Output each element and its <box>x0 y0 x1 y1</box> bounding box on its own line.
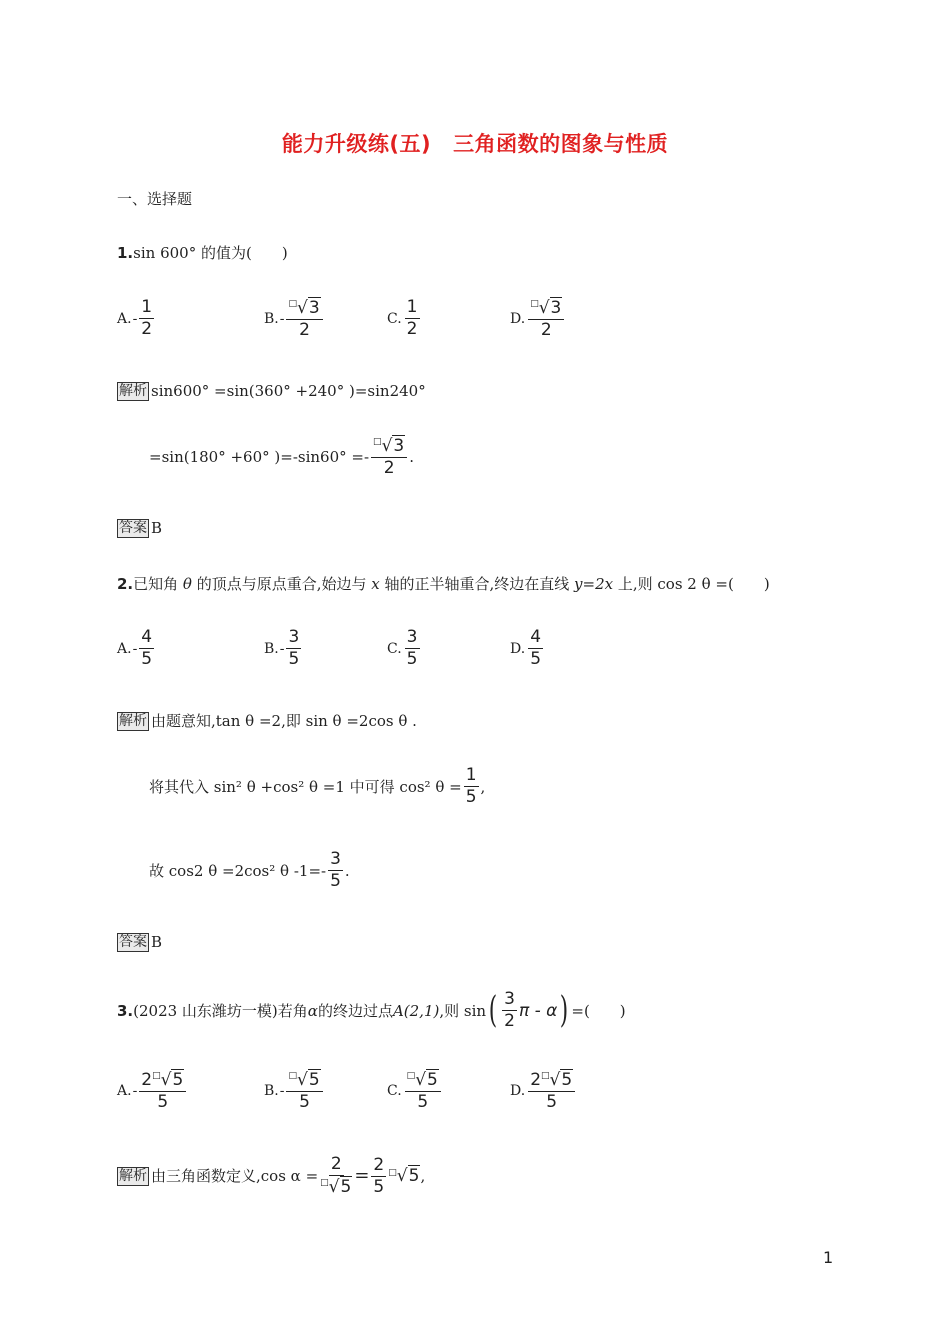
q1-analysis-line2: =sin(180° +60° )=-sin60° =- $\frac{^□√3}{2}$ . <box>149 436 415 478</box>
question-1-number: 1. <box>117 244 134 262</box>
question-3-number: 3. <box>117 1001 134 1020</box>
analysis-tag: 解析 <box>119 382 147 399</box>
q2-option-a: A. - $\frac{4}{5}$ <box>117 627 153 669</box>
q2-analysis: 解析 由题意知,tan θ =2,即 sin θ =2cos θ . <box>119 712 417 730</box>
q2-option-c: C. $\frac{3}{5}$ <box>387 627 418 669</box>
analysis-tag: 解析 <box>119 712 147 729</box>
q2-answer: 答案 B <box>119 933 163 951</box>
page-title <box>0 128 950 158</box>
answer-tag: 答案 <box>119 933 147 950</box>
radical-symbol: □√5 <box>288 1070 320 1090</box>
q3-option-c: C. $\frac{^□√5}{5}$ <box>387 1070 443 1112</box>
question-1 <box>117 243 288 263</box>
title-right: 三角函数的图象与性质 <box>453 132 669 156</box>
q3-option-a: A. - $\frac{2^□√5}{5}$ <box>117 1070 188 1112</box>
question-3: 3. (2023 山东潍坊一模)若角 α 的终边过点 A(2,1) ,则 sin ( $\frac{3}{2}$ π - α ) =( ) <box>117 989 626 1031</box>
q1-option-c: C. $\frac{1}{2}$ <box>387 297 418 339</box>
radical-symbol: □√3 <box>373 436 405 456</box>
section-heading: 一、选择题 <box>117 190 193 208</box>
q3-analysis: 解析 由三角函数定义,cos α = $\frac{2}{^□√5}$ = $\frac{2}{5}$ □√5 , <box>119 1154 426 1197</box>
q2-analysis-line3: 故 cos2 θ =2cos² θ -1=- $\frac{3}{5}$ . <box>149 849 350 891</box>
q1-option-b: B. - $\frac{^□√3}{2}$ <box>264 298 325 340</box>
radical-symbol: □√5 <box>406 1070 438 1090</box>
question-1-text: sin 600° 的值为( ) <box>133 244 288 262</box>
analysis-tag: 解析 <box>119 1167 147 1184</box>
title-left: 能力升级练(五) <box>281 132 432 156</box>
radical-symbol: □√3 <box>288 298 320 318</box>
q1-answer: 答案 B <box>119 519 163 537</box>
q2-option-d: D. $\frac{4}{5}$ <box>510 627 542 669</box>
radical-symbol: □√5 <box>152 1070 184 1090</box>
radical-symbol: □√5 <box>320 1177 352 1197</box>
q3-option-d: D. $\frac{2^□√5}{5}$ <box>510 1070 577 1112</box>
radical-symbol: □√5 <box>541 1070 573 1090</box>
q3-option-b: B. - $\frac{^□√5}{5}$ <box>264 1070 325 1112</box>
q2-option-b: B. - $\frac{3}{5}$ <box>264 627 300 669</box>
question-2-number: 2. <box>117 575 134 593</box>
radical-symbol: □√3 <box>530 298 562 318</box>
q2-analysis-line2: 将其代入 sin² θ +cos² θ =1 中可得 cos² θ = $\frac{1}{5}$ , <box>149 765 486 807</box>
q1-option-d: D. $\frac{^□√3}{2}$ <box>510 298 566 340</box>
radical-symbol: □√5 <box>388 1166 420 1186</box>
page-number: 1 <box>823 1248 834 1267</box>
answer-tag: 答案 <box>119 519 147 536</box>
question-2: 2.已知角 θ 的顶点与原点重合,始边与 x 轴的正半轴重合,终边在直线 y=2x 上,则 cos 2 θ =( ) <box>117 575 770 593</box>
q1-option-a: A. - $\frac{1}{2}$ <box>117 297 153 339</box>
q1-analysis: 解析 sin600° =sin(360° +240° )=sin240° <box>119 382 426 400</box>
